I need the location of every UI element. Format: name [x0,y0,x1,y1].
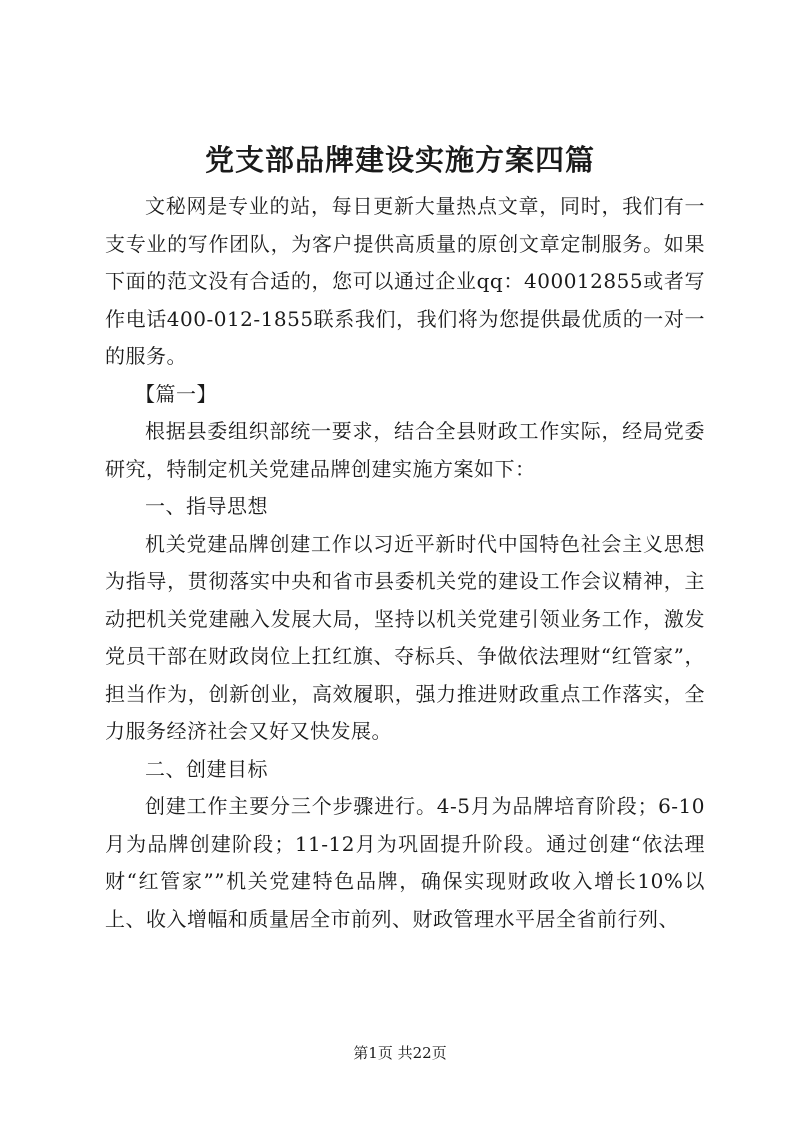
document-body [105,188,705,938]
body-paragraph-2: 机关党建品牌创建工作以习近平新时代中国特色社会主义思想为指导，贯彻落实中央和省市县委机关党的建设工作会议精神，主动把机关党建融入发展大局，坚持以机关党建引领业务工作，激发党员干部在财政岗位上扛红旗、夺标兵、争做依法理财“红管家”，担当作为，创新创业，高效履职，强力推进财政重点工作落实，全力服务经济社会又好又快发展。 [105,531,705,743]
page-number-indicator: 第1页 共22页 [353,1044,447,1062]
intro-paragraph: 文秘网是专业的站，每日更新大量热点文章，同时，我们有一支专业的写作团队，为客户提供高质量的原创文章定制服务。如果下面的范文没有合适的，您可以通过企业qq：400012855或者写作电话400-012-1855联系我们，我们将为您提供最优质的一对一的服务。 [105,194,705,368]
section-heading-1: 一、指导思想 [145,494,268,518]
page-footer [0,1043,800,1063]
body-paragraph-3: 创建工作主要分三个步骤进行。4-5月为品牌培育阶段；6-10月为品牌创建阶段；11-12月为巩固提升阶段。通过创建“依法理财“红管家””机关党建特色品牌，确保实现财政收入增长10%以上、收入增幅和质量居全市前列、财政管理水平居全省前行列、 [105,794,705,931]
section-heading-2: 二、创建目标 [145,756,268,781]
section-label: 【篇一】 [135,381,217,406]
document-title: 党支部品牌建设实施方案四篇 [204,143,595,177]
body-paragraph-1: 根据县委组织部统一要求，结合全县财政工作实际，经局党委研究，特制定机关党建品牌创建实施方案如下： [105,419,705,481]
